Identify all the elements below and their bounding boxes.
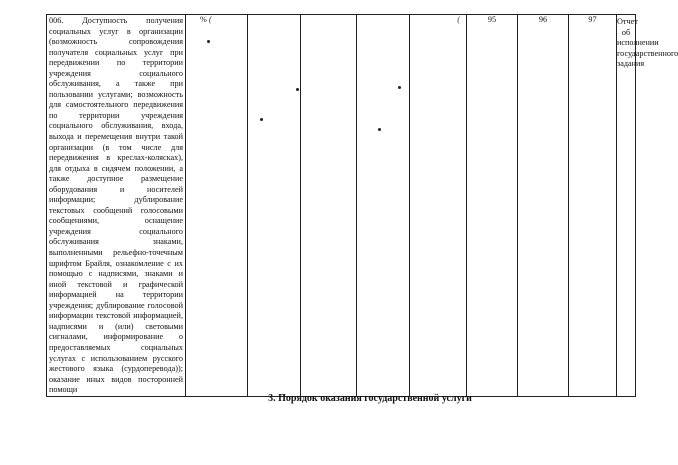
empty-cell: [248, 15, 301, 397]
col-mark: (: [457, 15, 460, 24]
scan-speck: [378, 128, 381, 131]
scan-speck: [207, 40, 210, 43]
table-row: [47, 15, 636, 397]
section-title: 3. Порядок оказания государственной услуги: [268, 393, 472, 404]
indicator-description-last: оказание иных видов посторонней помощи: [49, 374, 183, 395]
scan-speck: [296, 88, 299, 91]
source-cell: [617, 15, 678, 397]
empty-cell: [301, 15, 357, 397]
value-cell-2: [518, 15, 569, 397]
value-3: 97: [588, 15, 597, 24]
empty-cell: [357, 15, 410, 397]
unit-mark: (: [208, 15, 212, 24]
scan-speck: [260, 118, 263, 121]
value-cell-1: [467, 15, 518, 397]
empty-cell: [410, 15, 467, 397]
unit-label: %: [200, 15, 207, 24]
value-1: 95: [487, 15, 497, 24]
indicator-description: [47, 15, 186, 397]
indicator-table: [46, 14, 678, 397]
value-2: 96: [538, 15, 548, 24]
indicator-description-text: 006. Доступность получения социальных услуг в организации (возможность сопровождения получателя социальных услуг при передвижении по территории учреждения социального обслуживания, а также при пользовании услугами; возможность для самостоятельного передвижения по территории учреждения социального обслуживания, входа, выхода и перемещения внутри такой организации (в том числе для передвижения в креслах-колясках), для отдыха в сидячем положении, а также доступное размещение оборудования и носителей информации; дублирование текстовых сообщений голосовыми сообщениями, оснащение учреждения социального обслуживания знаками, выполненными рельефно-точечным шрифтом Брайля, ознакомление с их помощью с надписями, знаками и иной текстовой и графической информацией на территории учреждения; дублирование голосовой информации текстовой информацией, надписями и (или) световыми сигналами, информирование о предоставляемых социальных услугах с использованием русского жестового языка (сурдоперевода));: [49, 16, 183, 374]
value-cell-3: [569, 15, 617, 397]
unit-cell: [186, 15, 248, 397]
scan-speck: [398, 86, 401, 89]
source-text: Отчет об исполнении государственного задания: [617, 17, 678, 69]
